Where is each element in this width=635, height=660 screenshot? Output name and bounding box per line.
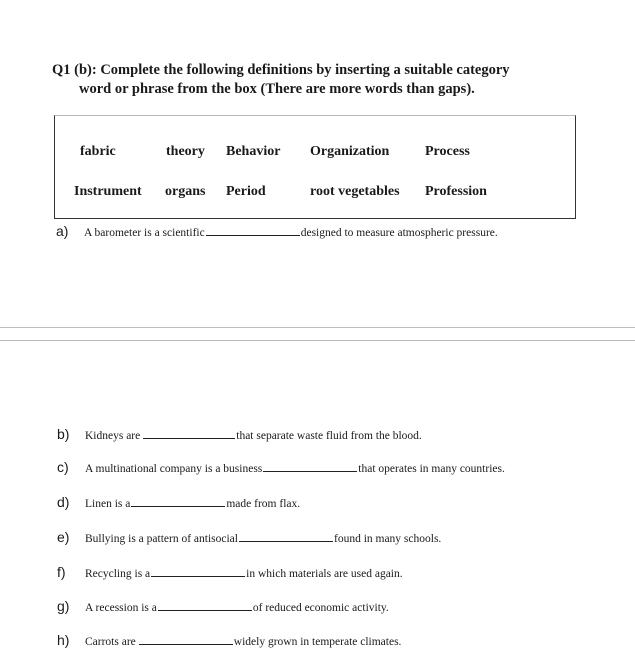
word-option: organs bbox=[165, 184, 206, 199]
sentence-start: A recession is a bbox=[85, 602, 157, 614]
item-a bbox=[56, 223, 68, 241]
word-option: Process bbox=[425, 144, 470, 159]
answer-blank[interactable] bbox=[263, 462, 357, 472]
sentence-start: A barometer is a scientific bbox=[84, 227, 205, 239]
item-h-sentence bbox=[85, 635, 401, 648]
answer-blank[interactable] bbox=[158, 601, 252, 611]
divider-line bbox=[0, 327, 635, 328]
sentence-end: in which materials are used again. bbox=[246, 568, 403, 580]
answer-blank[interactable] bbox=[143, 429, 235, 439]
sentence-end: that separate waste fluid from the blood. bbox=[236, 430, 422, 442]
word-option: fabric bbox=[80, 144, 116, 159]
sentence-end: found in many schools. bbox=[333, 533, 442, 545]
sentence-end: widely grown in temperate climates. bbox=[233, 636, 402, 648]
question-heading-line-2: word or phrase from the box (There are more words than gaps). bbox=[79, 81, 475, 97]
sentence-start: Carrots are bbox=[85, 636, 136, 648]
sentence-start: Bullying is a pattern of antisocial bbox=[85, 533, 238, 545]
word-option: Profession bbox=[425, 184, 487, 199]
item-g-sentence bbox=[85, 601, 389, 614]
answer-blank[interactable] bbox=[131, 497, 225, 507]
sentence-start: Kidneys are bbox=[85, 430, 141, 442]
sentence-start: A multinational company is a business bbox=[85, 463, 263, 475]
answer-blank[interactable] bbox=[239, 532, 333, 542]
sentence-start: Linen is a bbox=[85, 498, 131, 510]
question-heading-line-1: Q1 (b): Complete the following definitions by inserting a suitable category bbox=[52, 62, 510, 78]
item-c-sentence bbox=[85, 462, 505, 475]
word-option: Period bbox=[226, 184, 266, 199]
item-label: e) bbox=[57, 529, 70, 545]
item-e-sentence bbox=[85, 532, 441, 545]
sentence-start: Recycling is a bbox=[85, 568, 151, 580]
word-option: Instrument bbox=[74, 184, 142, 199]
item-d bbox=[57, 494, 69, 512]
item-label: b) bbox=[57, 426, 70, 442]
item-b-sentence bbox=[85, 429, 422, 442]
divider-line bbox=[0, 340, 635, 341]
sentence-end: of reduced economic activity. bbox=[252, 602, 389, 614]
sentence-end: that operates in many countries. bbox=[358, 463, 505, 475]
item-label: h) bbox=[57, 632, 70, 648]
answer-blank[interactable] bbox=[206, 226, 300, 236]
item-d-sentence bbox=[85, 497, 300, 510]
word-option: root vegetables bbox=[310, 184, 400, 199]
word-option: Organization bbox=[310, 144, 390, 159]
item-label: g) bbox=[57, 598, 70, 614]
answer-blank[interactable] bbox=[139, 635, 233, 645]
sentence-end: designed to measure atmospheric pressure. bbox=[300, 227, 498, 239]
item-b bbox=[57, 426, 69, 444]
item-c bbox=[57, 459, 69, 477]
item-a-sentence bbox=[84, 226, 498, 239]
item-label: d) bbox=[57, 494, 70, 510]
item-label: c) bbox=[57, 459, 69, 475]
word-option: Behavior bbox=[226, 144, 281, 159]
item-e bbox=[57, 529, 69, 547]
item-label: a) bbox=[56, 223, 69, 239]
sentence-end: made from flax. bbox=[226, 498, 301, 510]
item-label: f) bbox=[57, 564, 66, 580]
question-heading bbox=[52, 61, 612, 99]
word-box bbox=[54, 115, 576, 219]
item-f-sentence bbox=[85, 567, 403, 580]
item-h bbox=[57, 632, 69, 650]
item-g bbox=[57, 598, 69, 616]
word-option: theory bbox=[166, 144, 205, 159]
item-f bbox=[57, 564, 66, 582]
answer-blank[interactable] bbox=[151, 567, 245, 577]
